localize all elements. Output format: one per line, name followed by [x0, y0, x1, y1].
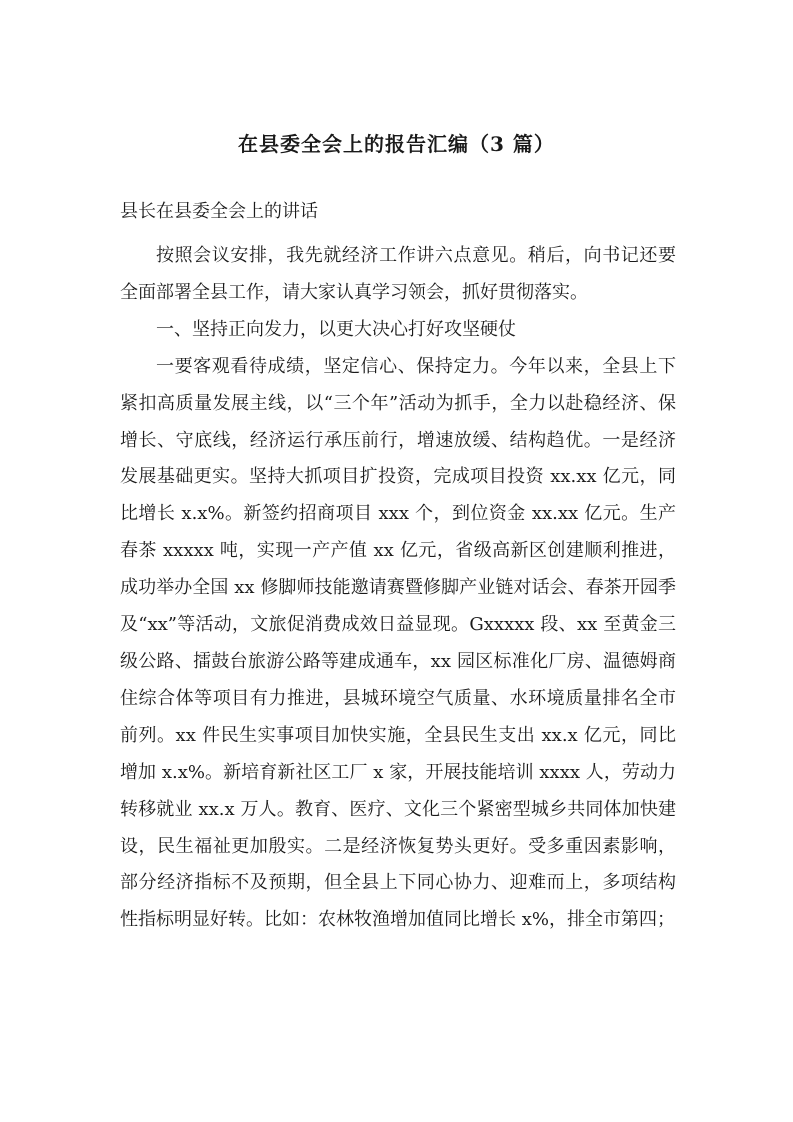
paragraph-achievements: 一要客观看待成绩，坚定信心、保持定力。今年以来，全县上下紧扣高质量发展主线，以“三个年”活动为抓手，全力以赴稳经济、保增长、守底线，经济运行承压前行，增速放缓、结构趋优。一是经济发展基础更实。坚持大抓项目扩投资，完成项目投资 xx.xx 亿元，同比增长 x.x%。新签约招商项目 xxx 个，到位资金 xx.xx 亿元。生产春茶 xxxxx 吨，实现一产产值 xx 亿元，省级高新区创建顺利推进，成功举办全国 xx 修脚师技能邀请赛暨修脚产业链对话会、春茶开园季及“xx”等活动，文旅促消费成效日益显现。Gxxxxx 段、xx 至黄金三级公路、擂鼓台旅游公路等建成通车，xx 园区标准化厂房、温德姆商住综合体等项目有力推进，县城环境空气质量、水环境质量排名全市前列。xx 件民生实事项目加快实施，全县民生支出 xx.x 亿元，同比增加 x.x%。新培育新社区工厂 x 家，开展技能培训 xxxx 人，劳动力转移就业 xx.x 万人。教育、医疗、文化三个紧密型城乡共同体加快建设，民生福祉更加殷实。二是经济恢复势头更好。受多重因素影响，部分经济指标不及预期，但全县上下同心协力、迎难而上，多项结构性指标明显好转。比如：农林牧渔增加值同比增长 x%，排全市第四；	[120, 355, 676, 931]
body-text	[120, 238, 676, 939]
document-title: 在县委全会上的报告汇编（3 篇）	[238, 132, 555, 156]
section-subtitle: 县长在县委全会上的讲话	[120, 201, 318, 222]
section-heading-1: 一、坚持正向发力，以更大决心打好攻坚硬仗	[156, 318, 516, 340]
paragraph-intro: 按照会议安排，我先就经济工作讲六点意见。稍后，向书记还要全面部署全县工作，请大家认真学习领会，抓好贯彻落实。	[120, 245, 676, 303]
